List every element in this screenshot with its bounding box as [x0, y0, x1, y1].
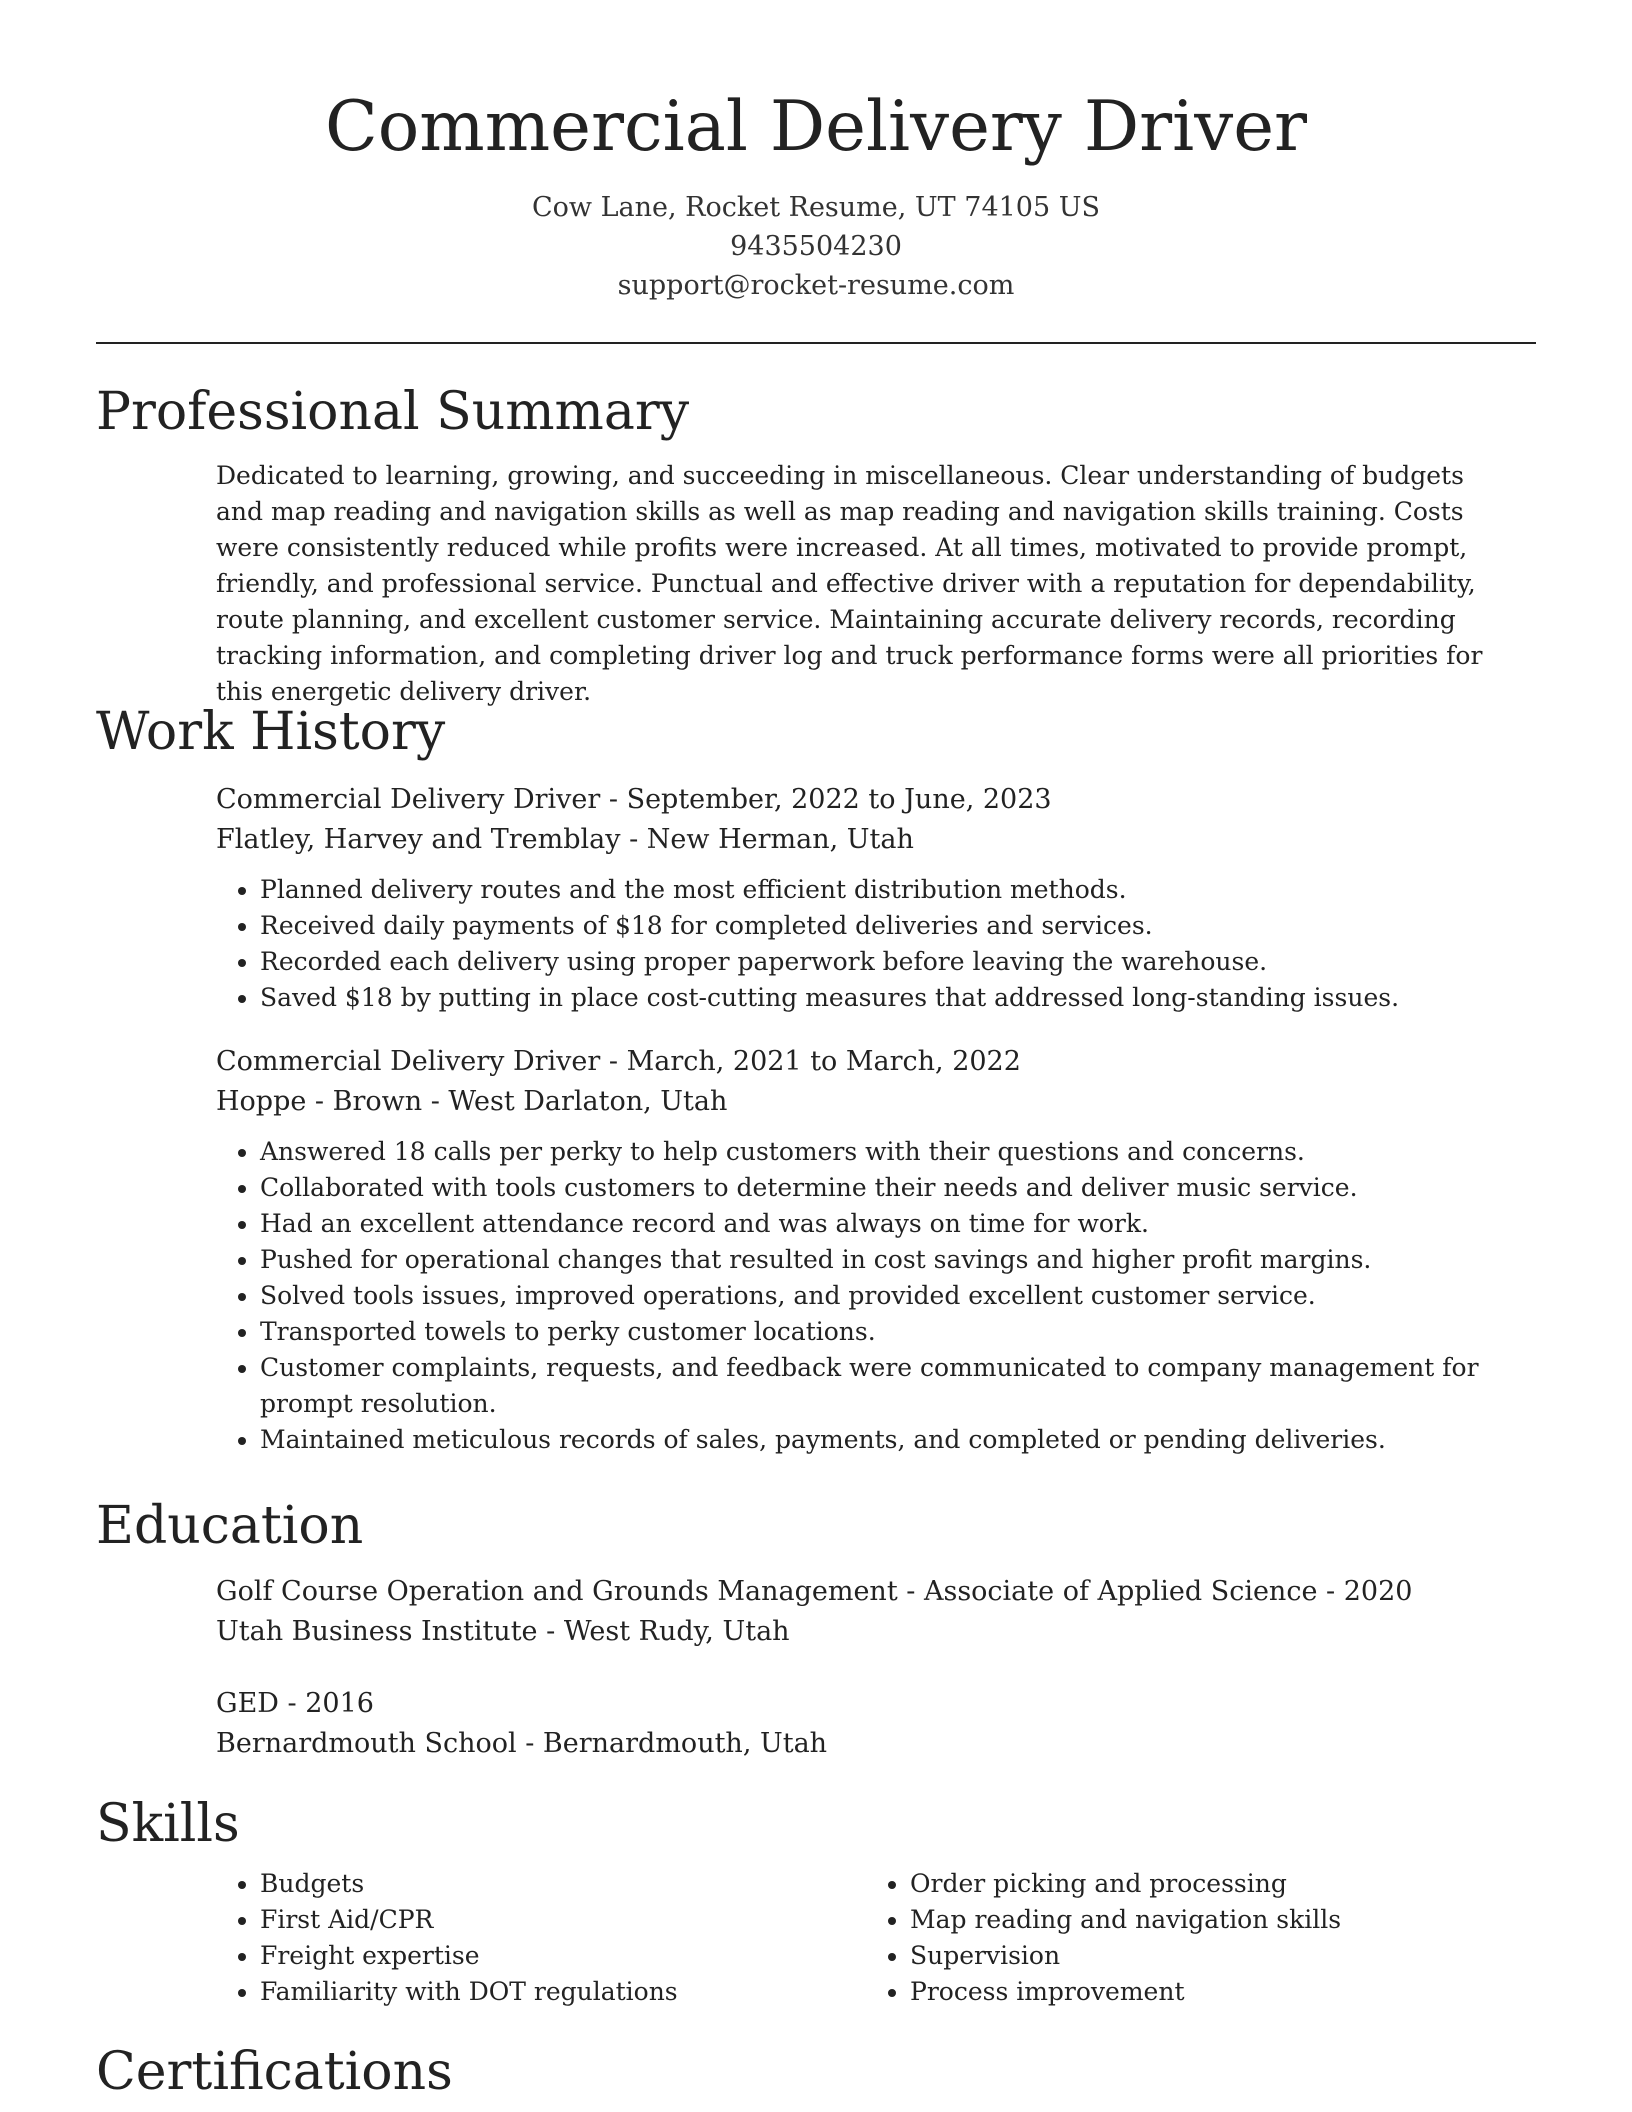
job-company: Flatley, Harvey and Tremblay [216, 824, 621, 855]
list-item: • Map reading and navigation skills [910, 1902, 1516, 1938]
education-entry [216, 1572, 1536, 1652]
job-location: - New Herman, Utah [620, 824, 914, 855]
list-item: • Supervision [910, 1938, 1516, 1974]
skills-right-list [866, 1866, 1516, 2010]
list-item: • Recorded each delivery using proper paperwork before leaving the warehouse. [260, 944, 1536, 980]
education-school: Utah Business Institute [216, 1616, 538, 1647]
job-company: Hoppe - Brown [216, 1086, 423, 1117]
list-item: • Familiarity with DOT regulations [260, 1974, 866, 2010]
list-item: • Maintained meticulous records of sales, payments, and completed or pending deliveries. [260, 1422, 1536, 1458]
list-item: • Transported towels to perky customer locations. [260, 1314, 1536, 1350]
education-school: Bernardmouth School [216, 1728, 517, 1759]
job-dates: - September, 2022 to June, 2023 [600, 784, 1052, 815]
work-history-section [96, 700, 1536, 1458]
list-item: • Pushed for operational changes that resulted in cost savings and higher profit margins. [260, 1242, 1536, 1278]
list-item: • Freight expertise [260, 1938, 866, 1974]
list-item: • Order picking and processing [910, 1866, 1516, 1902]
job-title-line [216, 1042, 1536, 1082]
skills-section [96, 1792, 1536, 2010]
job-location: - West Darlaton, Utah [422, 1086, 728, 1117]
job-company-line [216, 1082, 1536, 1122]
certifications-title: Certifications [96, 2042, 453, 2102]
skills-left-list [216, 1866, 866, 2010]
list-item: • Had an excellent attendance record and was always on time for work. [260, 1206, 1536, 1242]
resume-header [0, 0, 1632, 305]
job-bullets [216, 872, 1536, 1016]
work-history-title: Work History [96, 702, 446, 762]
education-title: Education [96, 1496, 364, 1556]
job-bullets [216, 1134, 1536, 1458]
list-item: • Received daily payments of $18 for completed deliveries and services. [260, 908, 1536, 944]
contact-email: support@rocket-resume.com [617, 270, 1015, 301]
skills-title: Skills [96, 1794, 240, 1854]
list-item: • Budgets [260, 1866, 866, 1902]
list-item: • Solved tools issues, improved operations, and provided excellent customer service. [260, 1278, 1536, 1314]
contact-phone: 9435504230 [730, 231, 902, 262]
job-entry [216, 1042, 1536, 1458]
education-degree: Golf Course Operation and Grounds Management - Associate of Applied Science - 2020 [216, 1576, 1413, 1607]
job-dates: - March, 2021 to March, 2022 [600, 1046, 1021, 1077]
education-entry [216, 1684, 1536, 1764]
job-title-line [216, 780, 1536, 820]
list-item: • First Aid/CPR [260, 1902, 866, 1938]
list-item: • Collaborated with tools customers to determine their needs and deliver music service. [260, 1170, 1536, 1206]
education-school-line [216, 1612, 1536, 1652]
education-section [96, 1494, 1536, 1764]
summary-title: Professional Summary [96, 382, 690, 442]
list-item: • Process improvement [910, 1974, 1516, 2010]
education-degree: GED - 2016 [216, 1688, 374, 1719]
header-divider [96, 342, 1536, 344]
contact-info [0, 188, 1632, 305]
list-item: • Customer complaints, requests, and feedback were communicated to company management for prompt resolution. [260, 1350, 1536, 1422]
certifications-section [96, 2040, 1536, 2104]
job-role: Commercial Delivery Driver [216, 1046, 601, 1077]
job-entry [216, 780, 1536, 1016]
education-location: - Bernardmouth, Utah [516, 1728, 828, 1759]
list-item: • Planned delivery routes and the most efficient distribution methods. [260, 872, 1536, 908]
list-item: • Answered 18 calls per perky to help customers with their questions and concerns. [260, 1134, 1536, 1170]
summary-section [96, 380, 1536, 710]
job-role: Commercial Delivery Driver [216, 784, 601, 815]
summary-text: Dedicated to learning, growing, and succeeding in miscellaneous. Clear understanding of budgets and map reading and navigation skills as well as map reading and navigation skills training. Costs were consistently reduced while profits were increased. At all times, motivated to provide prompt, friendly, and professional service. Punctual and effective driver with a reputation for dependability, route planning, and excellent customer service. Maintaining accurate delivery records, recording tracking information, and completing driver log and truck performance forms were all priorities for this energetic delivery driver. [216, 461, 1483, 706]
education-location: - West Rudy, Utah [537, 1616, 790, 1647]
list-item: • Saved $18 by putting in place cost-cutting measures that addressed long-standing issues. [260, 980, 1536, 1016]
education-school-line [216, 1724, 1536, 1764]
contact-address: Cow Lane, Rocket Resume, UT 74105 US [531, 192, 1100, 223]
skills-columns [216, 1866, 1536, 2010]
job-company-line [216, 820, 1536, 860]
candidate-name: Commercial Delivery Driver [324, 87, 1308, 167]
